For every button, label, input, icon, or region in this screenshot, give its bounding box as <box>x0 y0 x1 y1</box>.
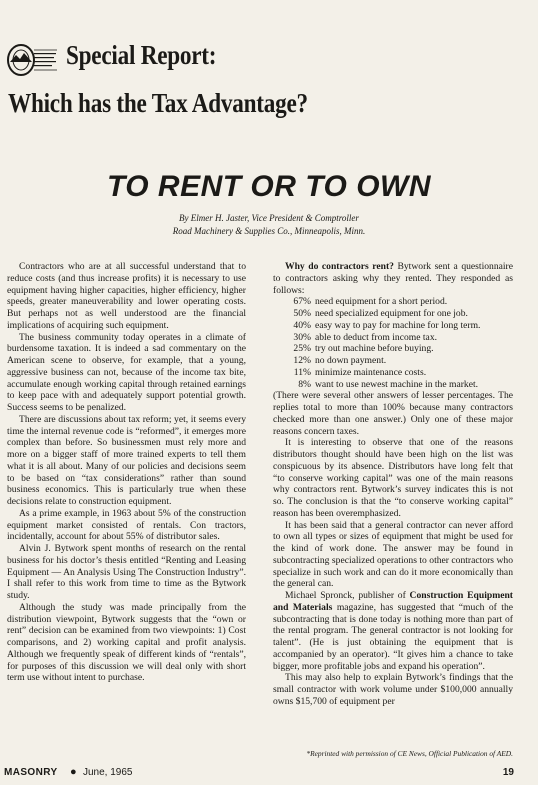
reason-percent: 25% <box>293 343 311 355</box>
paragraph: The business community today operates in a climate of burdensome taxation. It is indeed a sad commentary on the American scene to observe, for example, that a young, aggressive business can not, because of the income tax bite, accumulate enough working capital through retained earnings to keep pace with and adequately support potential growth. Success seems to be penalized. <box>7 331 246 413</box>
issue-date: June, 1965 <box>83 767 133 778</box>
reason-text: able to deduct from income tax. <box>315 331 438 343</box>
byline <box>60 212 478 238</box>
page-number: 19 <box>502 767 514 778</box>
list-item <box>273 379 513 391</box>
list-item <box>273 308 513 320</box>
reason-percent: 12% <box>293 355 311 366</box>
paragraph <box>273 590 513 672</box>
reason-percent: 67% <box>293 296 311 308</box>
paragraph: Alvin J. Bytwork spent months of research on the rental business for his doctor’s thesis entitled “Renting and Leasing Equipment — An Analysis Using The Construction Industry”. I shall refer to this work from time to time as the Bytwork study. <box>7 543 246 601</box>
paragraph: (There were several other answers of lesser percentages. The replies total to more than 100% because many contractors checked more than one answer.) Only one of these major reasons concern taxes. <box>273 390 513 437</box>
reason-text: need specialized equipment for one job. <box>315 308 468 319</box>
reason-percent: 50% <box>293 308 311 319</box>
paragraph-text: magazine, has suggested that “much of the subcontracting that is done today is nothing more than part of the rental program. The general contractor is not looking for talent”. (He is just obtaining the equipment that is accompanied by an operator). “It gives him a chance to take bigger, more profitable jobs and expand his operation”. <box>273 601 513 672</box>
report-headline: Which has the Tax Advantage? <box>8 88 308 118</box>
list-item <box>273 332 513 344</box>
reason-text: want to use newest machine in the market. <box>315 378 479 390</box>
reason-text: minimize maintenance costs. <box>315 366 427 378</box>
report-kicker: Special Report: <box>66 40 217 70</box>
paragraph: Although the study was made principally from the distribution viewpoint, Bytwork suggests that the “own or rent” decision can be examined from two viewpoints: 1) Cost comparisons, and 2) working capital and profit analysis. Although we frequently speak of different kinds of “rentals”, for purposes of this discussion we will deal only with short term use without intent to purchase. <box>7 601 246 684</box>
paragraph: Contractors who are at all successful understand that to reduce costs (and thus increase profits) it is necessary to use equipment having higher capacities, higher efficiency, higher speeds, greater maneuverability and lower operating costs. But perhaps not as well understood are the financial implications of acquiring such equipment. <box>7 261 246 331</box>
magazine-name: MASONRY <box>4 767 58 778</box>
association-seal-logo <box>6 40 58 80</box>
reprint-note: *Reprinted with permission of CE News, Official Publication of AED. <box>306 749 513 758</box>
paragraph <box>273 261 513 296</box>
paragraph: As a prime example, in 1963 about 5% of the construction equipment market consisted of rentals. Con tractors, incidentally, account for about 55% of distributor sales. <box>7 507 246 543</box>
reason-text: need equipment for a short period. <box>315 296 448 308</box>
list-item <box>273 296 513 308</box>
reason-percent: 30% <box>293 331 311 343</box>
byline-company: Road Machinery & Supplies Co., Minneapolis, Minn. <box>172 226 366 236</box>
paragraph-text: Michael Spronck, publisher of <box>285 590 410 601</box>
paragraph: It is interesting to observe that one of the reasons distributors thought should have been high on the list was conspicuous by its absence. Distributors have long felt that “to conserve working capital” was one of the main reasons why contractors rent. Bytwork’s survey indicates this is not so. The conclusion is that the “to conserve working capital” reason has been overemphasized. <box>273 437 513 519</box>
publication-name: Construction Equipment and Materials <box>273 590 513 613</box>
paragraph: There are discussions about tax reform; yet, it seems every time the internal revenue code is “reformed”, it emerges more complex than before. So businessmen must rely more and more on a bigger staff of more trained experts to tell them what it is all about. Many of our policies and decisions seem to be based on “tax considerations” rather than sound business economics. This is particularly true when these decisions relate to construction equipment. <box>7 413 246 507</box>
reasons-list <box>273 296 513 390</box>
paragraph-text: Bytwork sent a questionnaire to contractors asking why they rented. They responded as follows: <box>273 261 514 296</box>
list-item <box>273 343 513 355</box>
reason-percent: 11% <box>293 366 311 378</box>
right-column <box>273 261 513 708</box>
reason-percent: 40% <box>293 319 311 331</box>
list-item <box>273 320 513 332</box>
paragraph: This may also help to explain Bytwork’s findings that the small contractor with work volume under $100,000 annually owns $15,700 of equipment per <box>273 672 513 707</box>
page-footer <box>0 766 538 780</box>
paragraph: It has been said that a general contractor can never afford to own all types or sizes of equipment that might be used for the kind of work done. The answer may be found in subcontracting specialized operations to other contractors who specialize in such work and can do it more economically than the general can. <box>273 519 513 590</box>
reason-text: no down payment. <box>315 355 387 366</box>
list-item <box>273 355 513 367</box>
byline-author: By Elmer H. Jaster, Vice President & Comptroller <box>179 213 359 223</box>
left-column <box>7 261 246 684</box>
section-lead-question: Why do contractors rent? <box>285 261 394 272</box>
list-item <box>273 367 513 379</box>
article-title: TO RENT OR TO OWN <box>106 170 432 203</box>
bullet-separator: ● <box>70 766 77 778</box>
reason-percent: 8% <box>298 378 311 390</box>
reason-text: easy way to pay for machine for long term. <box>315 319 481 331</box>
reason-text: try out machine before buying. <box>315 343 434 355</box>
